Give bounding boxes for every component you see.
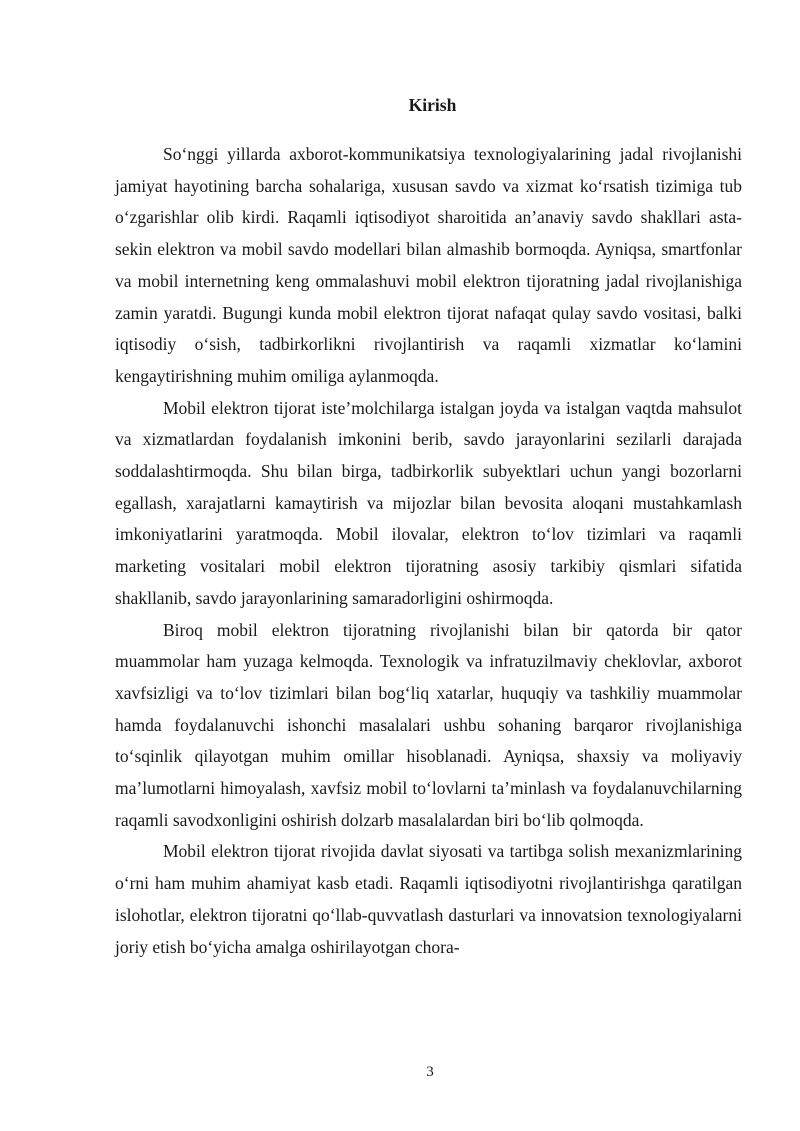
paragraph: Mobil elektron tijorat iste’molchilarga istalgan joyda va istalgan vaqtda mahsulot va xizmatlardan foydalanish imkonini berib, savdo jarayonlarini sezilarli darajada soddalashtirmoqda. Shu bilan birga, tadbirkorlik subyektlari uchun yangi bozorlarni egallash, xarajatlarni kamaytirish va mijozlar bilan bevosita aloqani mustahkamlash imkoniyatlarini yaratmoqda. Mobil ilovalar, elektron to‘lov tizimlari va raqamli marketing vositalari mobil elektron tijoratning asosiy tarkibiy qismlari sifatida shakllanib, savdo jarayonlarining samaradorligini oshirmoqda. (115, 397, 742, 608)
paragraph: Biroq mobil elektron tijoratning rivojlanishi bilan bir qatorda bir qator muammolar ham yuzaga kelmoqda. Texnologik va infratuzilmaviy cheklovlar, axborot xavfsizligi va to‘lov tizimlari bilan bog‘liq xatarlar, huquqiy va tashkiliy muammolar hamda foydalanuvchi ishonchi masalalari ushbu sohaning barqaror rivojlanishiga to‘sqinlik qilayotgan muhim omillar hisoblanadi. Ayniqsa, shaxsiy va moliyaviy ma’lumotlarni himoyalash, xavfsiz mobil to‘lovlarni ta’minlash va foydalanuvchilarning raqamli savodxonligini oshirish dolzarb masalalardan biri bo‘lib qolmoqda. (115, 619, 742, 830)
paragraph: So‘nggi yillarda axborot-kommunikatsiya texnologiyalarining jadal rivojlanishi jamiyat hayotining barcha sohalariga, xususan savdo va xizmat ko‘rsatish tizimiga tub o‘zgarishlar olib kirdi. Raqamli iqtisodiyot sharoitida an’anaviy savdo shakllari asta-sekin elektron va mobil savdo modellari bilan almashib bormoqda. Ayniqsa, smartfonlar va mobil internetning keng ommalashuvi mobil elektron tijoratning jadal rivojlanishiga zamin yaratdi. Bugungi kunda mobil elektron tijorat nafaqat qulay savdo vositasi, balki iqtisodiy o‘sish, tadbirkorlikni rivojlantirish va raqamli xizmatlar ko‘lamini kengaytirishning muhim omiliga aylanmoqda. (115, 144, 742, 386)
page-content (115, 90, 742, 963)
page-number: 3 (426, 1064, 434, 1080)
section-title: Kirish (408, 95, 457, 115)
paragraph: Mobil elektron tijorat rivojida davlat siyosati va tartibga solish mexanizmlarining o‘rni ham muhim ahamiyat kasb etadi. Raqamli iqtisodiyotni rivojlantirishga qaratilgan islohotlar, elektron tijoratni qo‘llab-quvvatlash dasturlari va innovatsion texnologiyalarni joriy etish bo‘yicha amalga oshirilayotgan chora- (115, 841, 742, 957)
